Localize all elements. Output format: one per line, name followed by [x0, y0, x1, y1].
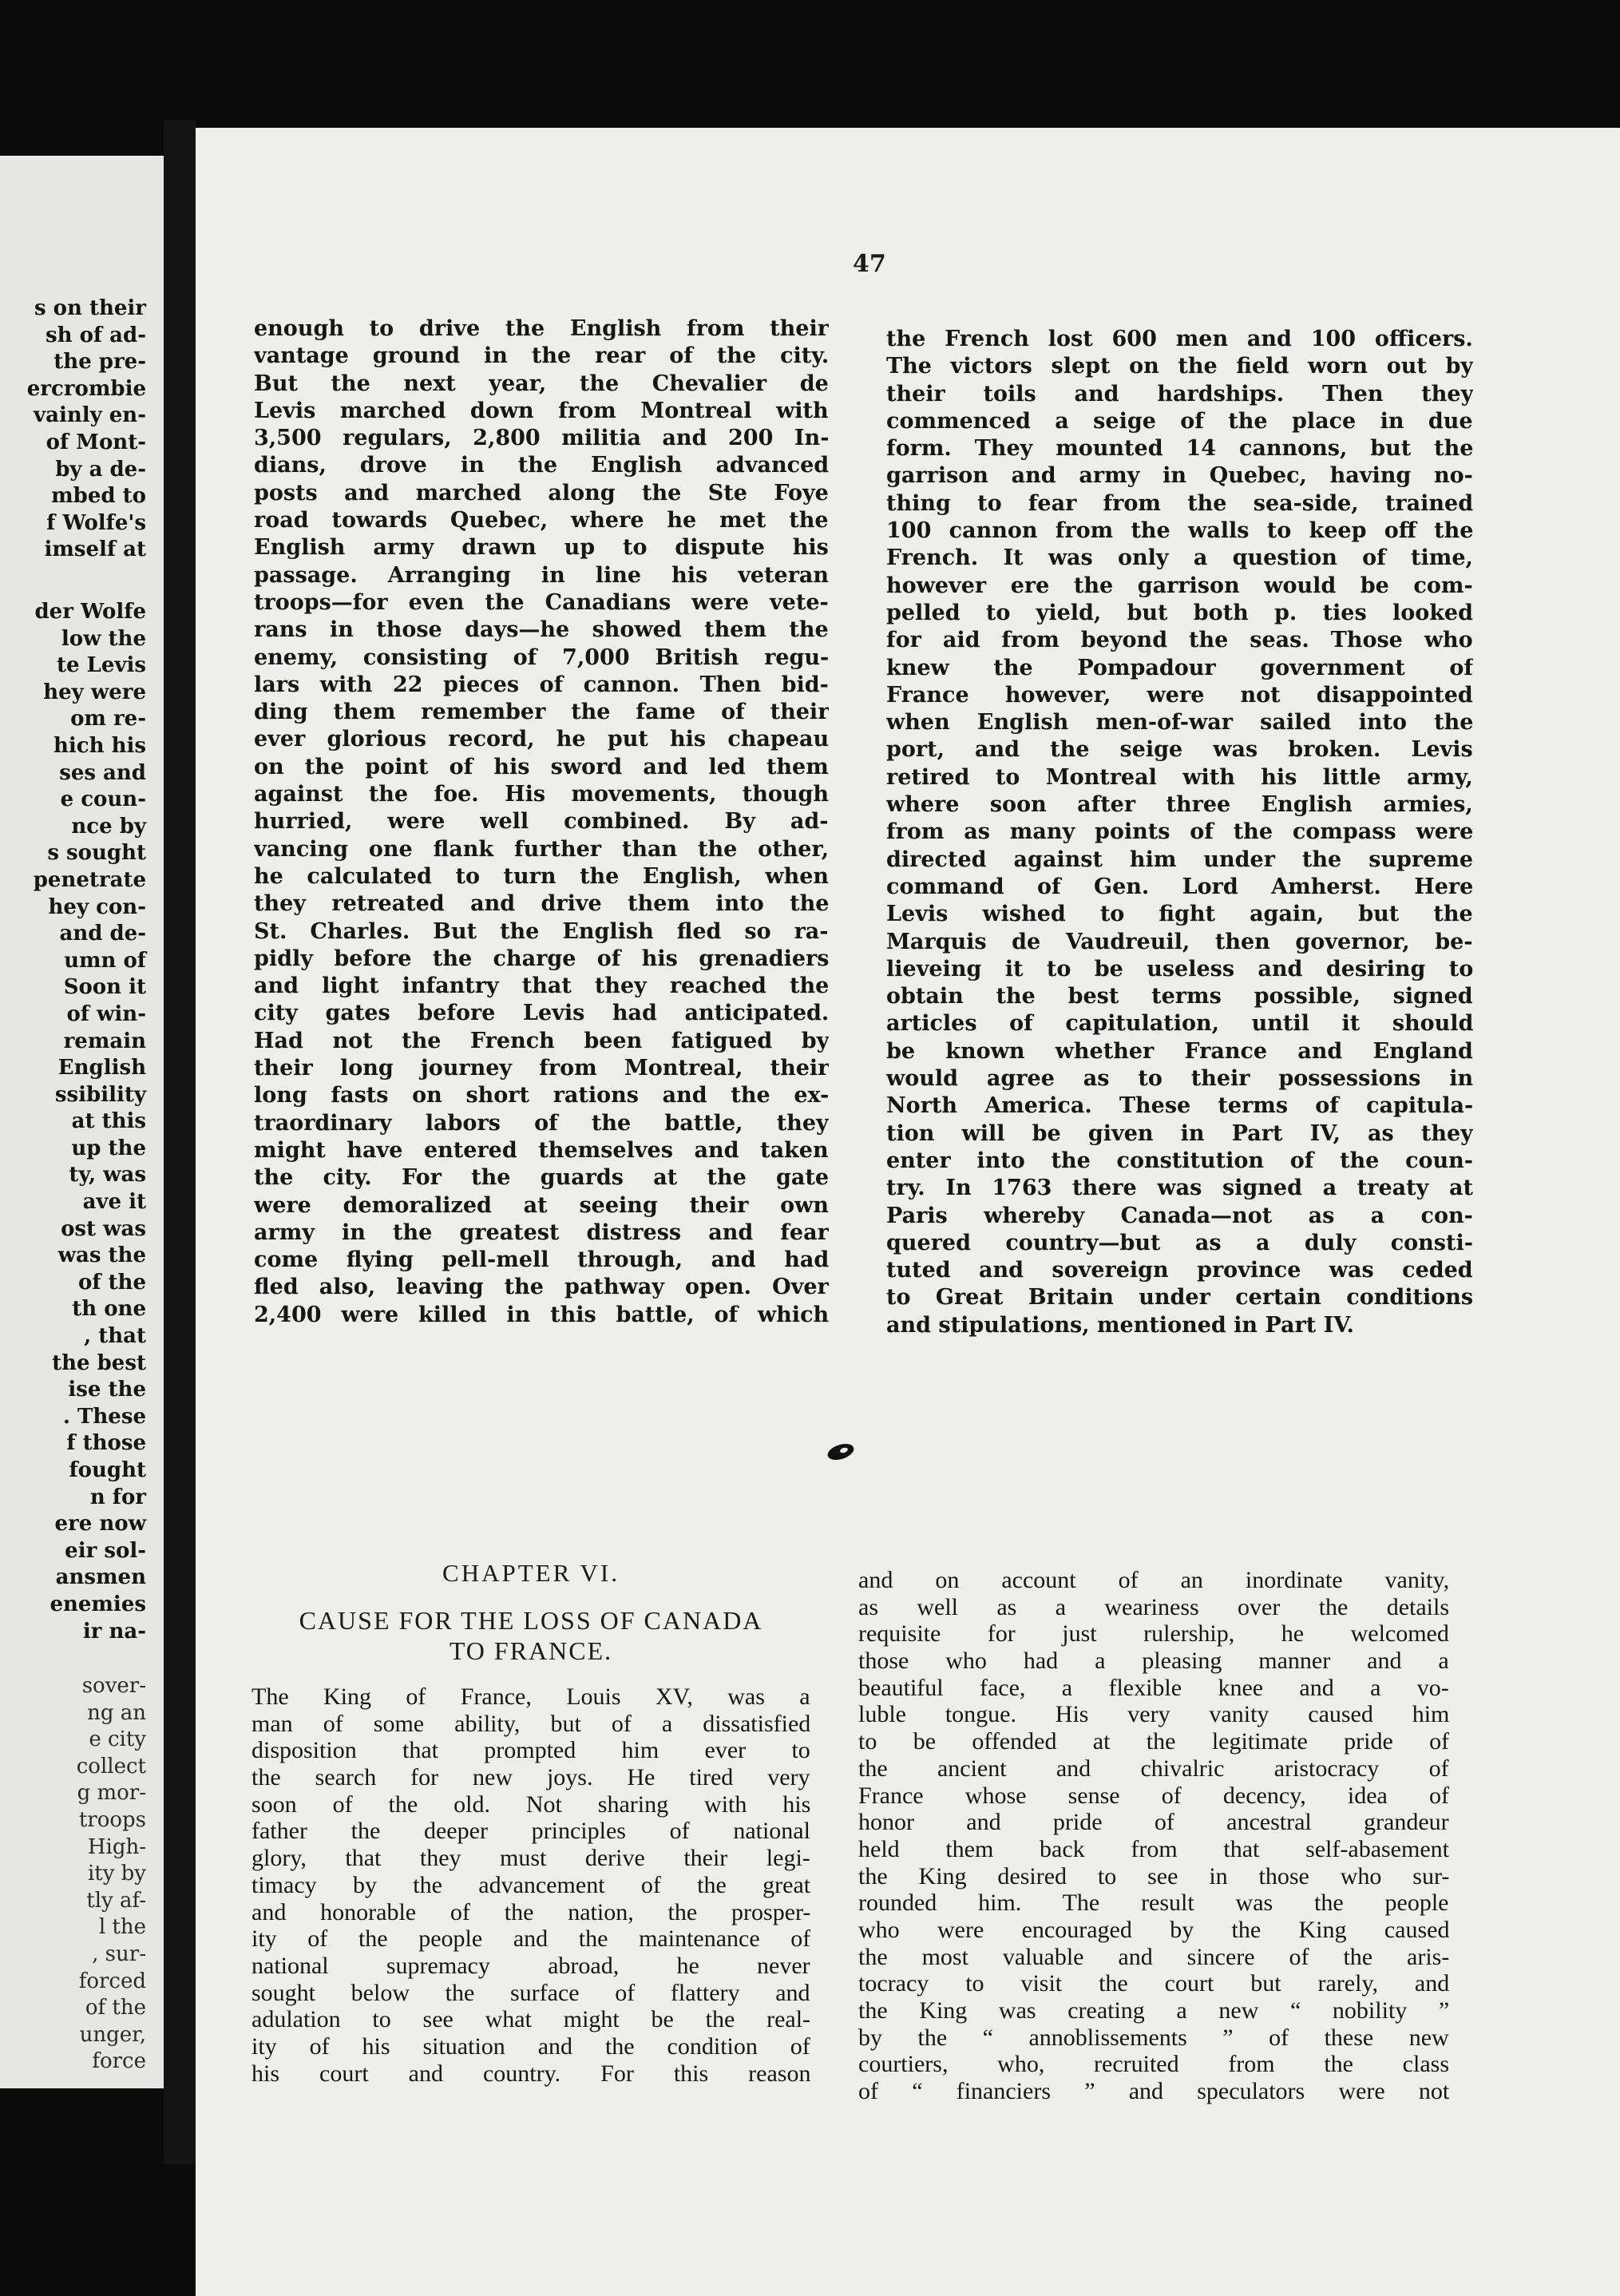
text-line: the search for new joys. He tired very — [252, 1764, 810, 1791]
adjacent-page-line: f Wolfe's — [46, 510, 146, 535]
adjacent-page-line: f those — [66, 1431, 146, 1456]
text-line: to Great Britain under certain conditions — [886, 1285, 1473, 1311]
text-line: directed against him under the supreme — [886, 847, 1473, 872]
text-line: who were encouraged by the King caused — [858, 1916, 1449, 1943]
text-line: city gates before Levis had anticipated. — [254, 1001, 829, 1026]
text-line: 3,500 regulars, 2,800 militia and 200 In- — [254, 426, 829, 451]
adjacent-page-line: hey con- — [48, 894, 146, 919]
chapter-title — [232, 1605, 830, 1666]
text-line: Paris whereby Canada—not as a con- — [886, 1203, 1473, 1228]
text-line: vancing one flank further than the other, — [254, 836, 829, 862]
text-line: thing to fear from the sea-side, trained — [886, 490, 1473, 516]
text-line: against the foe. His movements, though — [254, 782, 829, 807]
text-line: France whose sense of decency, idea of — [858, 1782, 1449, 1809]
text-line: troops—for even the Canadians were vete- — [254, 589, 829, 615]
section-ornament-icon — [825, 1441, 857, 1462]
adjacent-page-line: th one — [72, 1297, 146, 1322]
adjacent-page-line: ise the — [68, 1378, 146, 1402]
chapter-title-line1: CAUSE FOR THE LOSS OF CANADA — [299, 1606, 763, 1635]
text-line: quered country—but as a duly consti- — [886, 1230, 1473, 1255]
text-line: road towards Quebec, where he met the — [254, 508, 829, 533]
text-line: lars with 22 pieces of cannon. Then bid- — [254, 672, 829, 697]
adjacent-page-line: unger, — [79, 2022, 146, 2047]
text-line: those who had a pleasing manner and a — [858, 1648, 1449, 1675]
text-line: Levis marched down from Montreal with — [254, 398, 829, 423]
text-line: soon of the old. Not sharing with his — [252, 1790, 810, 1818]
text-line: ding them remember the fame of their — [254, 700, 829, 725]
adjacent-page-line: s sought — [47, 841, 146, 866]
text-line: 100 cannon from the walls to keep off the — [886, 518, 1473, 544]
adjacent-page-line: of the — [85, 1996, 146, 2020]
text-line: his court and country. For this reason — [252, 2060, 810, 2087]
text-line: North America. These terms of capitula- — [886, 1093, 1473, 1119]
text-line: pidly before the charge of his grenadiers — [254, 946, 829, 971]
adjacent-page-line: of win- — [66, 1001, 146, 1026]
body-column-left — [254, 315, 829, 1329]
adjacent-page-line: and de- — [59, 922, 146, 946]
adjacent-page-line: te Levis — [56, 653, 146, 678]
text-line: and on account of an inordinate vanity, — [858, 1567, 1449, 1593]
text-line: command of Gen. Lord Amherst. Here — [886, 874, 1473, 899]
adjacent-page-line: , that — [84, 1324, 146, 1349]
text-line: he calculated to turn the English, when — [254, 863, 829, 889]
text-line: obtain the best terms possible, signed — [886, 984, 1473, 1009]
adjacent-page-line: at this — [71, 1109, 146, 1134]
adjacent-page-line: hey were — [43, 680, 146, 704]
text-line: ity of his situation and the condition of — [252, 2032, 810, 2060]
adjacent-page-line: of Mont- — [46, 430, 146, 454]
adjacent-page-line: ng an — [87, 1700, 146, 1725]
text-line: be known whether France and England — [886, 1038, 1473, 1064]
text-line: timacy by the advancement of the great — [252, 1871, 810, 1898]
text-line: by the “ annoblissements ” of these new — [858, 2024, 1449, 2051]
adjacent-page-line: forced — [78, 1969, 146, 1993]
adjacent-page-line: enemies — [50, 1592, 146, 1616]
text-line: adulation to see what might be the real- — [252, 2006, 810, 2033]
text-line: tion will be given in Part IV, as they — [886, 1120, 1473, 1146]
adjacent-page-line: ty, was — [69, 1163, 146, 1188]
text-line: Levis wished to fight again, but the — [886, 902, 1473, 927]
adjacent-page-line: of the — [77, 1270, 146, 1295]
text-line: form. They mounted 14 cannons, but the — [886, 436, 1473, 462]
text-line: requisite for just rulership, he welcomed — [858, 1620, 1449, 1648]
text-line: fled also, leaving the pathway open. Over — [254, 1275, 829, 1300]
text-line: Had not the French been fatigued by — [254, 1028, 829, 1053]
text-line: as well as a weariness over the details — [858, 1593, 1449, 1620]
text-line: were demoralized at seeing their own — [254, 1192, 829, 1218]
text-line: France however, were not disappointed — [886, 682, 1473, 708]
adjacent-page-line: ses and — [59, 760, 146, 785]
adjacent-page-line: vainly en- — [33, 403, 146, 428]
text-line: glory, that they must derive their legi- — [252, 1845, 810, 1872]
adjacent-page-line: g mor- — [77, 1781, 146, 1806]
chapter-column-left — [252, 1683, 810, 2087]
text-line: to be offended at the legitimate pride of — [858, 1728, 1449, 1755]
adjacent-page-line: the best — [52, 1350, 146, 1375]
text-line: lieveing it to be useless and desiring to — [886, 956, 1473, 981]
text-line: But the next year, the Chevalier de — [254, 371, 829, 396]
adjacent-page-line: ercrombie — [26, 376, 146, 401]
body-column-right — [886, 326, 1473, 1339]
adjacent-page-text-middle — [34, 599, 146, 1645]
text-line: their toils and hardships. Then they — [886, 381, 1473, 406]
adjacent-page-line: penetrate — [33, 867, 146, 892]
adjacent-page-line: ave it — [82, 1190, 146, 1215]
text-line: and stipulations, mentioned in Part IV. — [886, 1312, 1354, 1338]
adjacent-page-line: the pre- — [53, 350, 146, 375]
text-line: however ere the garrison would be com- — [886, 573, 1473, 598]
adjacent-page-fragment — [0, 156, 164, 2088]
text-line: and honorable of the nation, the prosper- — [252, 1898, 810, 1925]
adjacent-page-line: om re- — [70, 707, 146, 732]
text-line: luble tongue. His very vanity caused him — [858, 1701, 1449, 1728]
text-line: hurried, were well combined. By ad- — [254, 809, 829, 835]
text-line: articles of capitulation, until it should — [886, 1011, 1473, 1037]
adjacent-page-line: s on their — [34, 296, 146, 320]
adjacent-page-line: Soon it — [63, 975, 146, 1000]
adjacent-page-line: ost was — [61, 1216, 146, 1241]
text-line: port, and the seige was broken. Levis — [886, 737, 1473, 763]
text-line: St. Charles. But the English fled so ra- — [254, 918, 829, 944]
adjacent-page-line: l the — [98, 1915, 146, 1940]
adjacent-page-line: ansmen — [55, 1565, 146, 1590]
text-line: dians, drove in the English advanced — [254, 453, 829, 478]
text-line: garrison and army in Quebec, having no- — [886, 463, 1473, 489]
adjacent-page-line: eir sol- — [65, 1538, 146, 1563]
adjacent-page-text-top — [27, 295, 146, 564]
adjacent-page-line: sh of ad- — [46, 323, 146, 347]
chapter-number: CHAPTER VI. — [442, 1559, 620, 1587]
page-number: 47 — [853, 250, 886, 278]
adjacent-page-line: hich his — [53, 733, 146, 758]
adjacent-page-line: e city — [89, 1727, 146, 1752]
adjacent-page-line: sover- — [81, 1674, 146, 1698]
adjacent-page-line: troops — [78, 1807, 146, 1832]
text-line: the ancient and chivalric aristocracy of — [858, 1755, 1449, 1782]
adjacent-page-line: up the — [71, 1136, 146, 1160]
adjacent-page-line: mbed to — [51, 484, 146, 509]
adjacent-page-line: collect — [76, 1754, 146, 1779]
text-line: of “ financiers ” and speculators were not — [858, 2078, 1449, 2105]
text-line: the most valuable and sincere of the aris- — [858, 1943, 1449, 1970]
chapter-title-line2: TO FRANCE. — [449, 1636, 613, 1665]
adjacent-page-line: umn of — [64, 948, 146, 973]
text-line: rans in those days—he showed them the — [254, 617, 829, 643]
text-line: long fasts on short rations and the ex- — [254, 1083, 829, 1108]
adjacent-page-line: ir na- — [82, 1619, 146, 1644]
adjacent-page-line: e coun- — [60, 787, 146, 812]
text-line: The King of France, Louis XV, was a — [252, 1683, 810, 1710]
text-line: would agree as to their possessions in — [886, 1066, 1473, 1092]
text-line: come flying pell-mell through, and had — [254, 1247, 829, 1273]
text-line: the French lost 600 men and 100 officers. — [886, 327, 1473, 351]
adjacent-page-line: was the — [57, 1243, 146, 1268]
text-line: ever glorious record, he put his chapeau — [254, 727, 829, 752]
text-line: when English men-of-war sailed into the — [886, 710, 1473, 736]
adjacent-page-line: der Wolfe — [34, 600, 146, 624]
text-line: army in the greatest distress and fear — [254, 1219, 829, 1245]
text-line: man of some ability, but of a dissatisfied — [252, 1710, 810, 1737]
adjacent-page-line: ity by — [87, 1862, 146, 1886]
text-line: The victors slept on the field worn out by — [886, 354, 1473, 379]
text-line: disposition that prompted him ever to — [252, 1737, 810, 1764]
text-line: enter into the constitution of the coun- — [886, 1148, 1473, 1173]
text-line: courtiers, who, recruited from the class — [858, 2051, 1449, 2078]
adjacent-page-line: force — [92, 2049, 146, 2074]
text-line: commenced a seige of the place in due — [886, 408, 1473, 434]
text-line: passage. Arranging in line his veteran — [254, 562, 829, 588]
text-line: English army drawn up to dispute his — [254, 535, 829, 561]
text-line: ity of the people and the maintenance of — [252, 1925, 810, 1953]
adjacent-page-line: fought — [69, 1458, 146, 1482]
text-line: vantage ground in the rear of the city. — [254, 343, 829, 369]
text-line: the city. For the guards at the gate — [254, 1165, 829, 1191]
text-line: they retreated and drive them into the — [254, 891, 829, 917]
text-line: enemy, consisting of 7,000 British regu- — [254, 644, 829, 670]
text-line: might have entered themselves and taken — [254, 1137, 829, 1163]
text-line: try. In 1763 there was signed a treaty at — [886, 1176, 1473, 1201]
text-line: from as many points of the compass were — [886, 819, 1473, 845]
text-line: tocracy to visit the court but rarely, and — [858, 1970, 1449, 1997]
text-line: the King was creating a new “ nobility ” — [858, 1997, 1449, 2024]
text-line: tuted and sovereign province was ceded — [886, 1258, 1473, 1283]
adjacent-page-text-bottom — [77, 1673, 146, 2076]
text-line: held them back from that self-abasement — [858, 1835, 1449, 1862]
adjacent-page-line: nce by — [71, 814, 146, 839]
adjacent-page-line: remain — [63, 1029, 146, 1053]
adjacent-page-line: ere now — [54, 1512, 146, 1537]
text-line: pelled to yield, but both p. ties looked — [886, 600, 1473, 625]
book-spine-shadow — [164, 120, 196, 2164]
text-line: the King desired to see in those who sur- — [858, 1862, 1449, 1890]
text-line: for aid from beyond the seas. Those who — [886, 628, 1473, 653]
text-line: posts and marched along the Ste Foye — [254, 480, 829, 506]
text-line: Marquis de Vaudreuil, then governor, be- — [886, 929, 1473, 954]
adjacent-page-line: low the — [61, 626, 146, 651]
text-line: traordinary labors of the battle, they — [254, 1110, 829, 1136]
adjacent-page-line: n for — [89, 1485, 146, 1509]
adjacent-page-line: tly af- — [86, 1888, 146, 1913]
adjacent-page-line: , sur- — [92, 1941, 146, 1966]
adjacent-page-line: English — [57, 1056, 146, 1081]
chapter-column-right — [858, 1567, 1449, 2105]
adjacent-page-line: by a de- — [55, 457, 146, 482]
text-line: father the deeper principles of national — [252, 1818, 810, 1845]
adjacent-page-line: . These — [62, 1404, 146, 1429]
adjacent-page-line: imself at — [44, 537, 146, 562]
text-line: honor and pride of ancestral grandeur — [858, 1809, 1449, 1836]
text-line: beautiful face, a flexible knee and a vo- — [858, 1674, 1449, 1701]
adjacent-page-line: High- — [87, 1834, 146, 1859]
text-line: knew the Pompadour government of — [886, 655, 1473, 680]
text-line: 2,400 were killed in this battle, of which — [254, 1302, 829, 1327]
text-line: on the point of his sword and led them — [254, 754, 829, 779]
text-line: their long journey from Montreal, their — [254, 1056, 829, 1081]
text-line: retired to Montreal with his little army, — [886, 764, 1473, 790]
text-line: rounded him. The result was the people — [858, 1890, 1449, 1917]
text-line: French. It was only a question of time, — [886, 545, 1473, 571]
text-line: sought below the surface of flattery and — [252, 1979, 810, 2006]
text-line: enough to drive the English from their — [254, 316, 829, 341]
text-line: and light infantry that they reached the — [254, 974, 829, 999]
adjacent-page-line: ssibility — [54, 1082, 146, 1107]
text-line: where soon after three English armies, — [886, 792, 1473, 818]
text-line: national supremacy abroad, he never — [252, 1952, 810, 1979]
